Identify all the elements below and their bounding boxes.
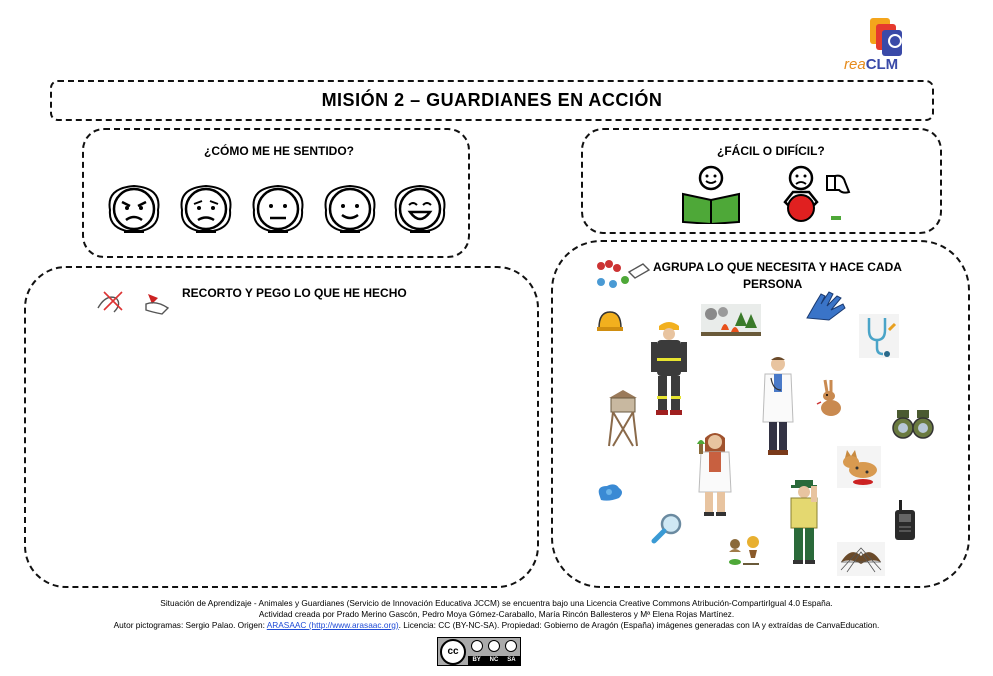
cc-badge-nc: NC <box>489 657 499 663</box>
cc-license-badge[interactable] <box>437 637 521 666</box>
cut-paste-heading: RECORTO Y PEGO LO QUE HE HECHO <box>182 286 407 300</box>
page-title: MISIÓN 2 – GUARDIANES EN ACCIÓN <box>321 90 663 110</box>
arasaac-link[interactable]: ARASAAC (http://www.arasaac.org) <box>266 620 399 630</box>
laughing-face-icon[interactable] <box>388 180 452 238</box>
feelings-panel <box>82 128 470 258</box>
cc-badge-cc: cc <box>447 646 459 657</box>
difficulty-heading: ¿FÁCIL O DIFÍCIL? <box>717 144 825 158</box>
injured-lynx-icon[interactable] <box>837 446 881 488</box>
rabbit-icon[interactable] <box>815 378 845 418</box>
cc-badge-sa: SA <box>507 657 516 663</box>
feelings-heading: ¿CÓMO ME HE SENTIDO? <box>204 144 354 158</box>
logo-text-suffix: CLM <box>865 56 899 73</box>
neutral-face-icon[interactable] <box>246 180 310 238</box>
trapped-eagle-icon[interactable] <box>837 542 885 576</box>
firefighter-icon[interactable] <box>649 318 689 416</box>
easy-reading-icon[interactable] <box>675 164 747 224</box>
smile-face-icon[interactable] <box>318 180 382 238</box>
forest-ranger-icon[interactable] <box>785 478 823 566</box>
angry-face-icon[interactable] <box>102 180 166 238</box>
footer-license-line: Situación de Aprendizaje - Animales y Guardianes (Servicio de Innovación Educativa JCCM) se encuentra bajo una Licencia Creative Commons Atribución-CompartirIgual 4.0 España. <box>160 598 833 608</box>
magnifying-glass-icon[interactable] <box>651 512 685 544</box>
stethoscope-icon[interactable] <box>859 314 899 358</box>
share-alike-icon <box>505 640 517 652</box>
sad-face-icon[interactable] <box>174 180 238 238</box>
helmet-icon[interactable] <box>595 308 625 334</box>
grouping-panel <box>551 240 970 588</box>
footer-pictograms-line <box>0 620 993 630</box>
scissors-glue-icon <box>92 286 180 316</box>
binoculars-icon[interactable] <box>891 402 935 442</box>
water-spill-icon[interactable] <box>595 480 625 504</box>
grouping-heading-line2: PERSONA <box>743 277 803 291</box>
grouping-icon <box>593 258 653 292</box>
grouping-heading-line1: AGRUPA LO QUE NECESITA Y HACE CADA <box>653 260 902 274</box>
cut-paste-panel <box>24 266 539 588</box>
walkie-talkie-icon[interactable] <box>893 498 917 542</box>
biologist-icon[interactable] <box>695 430 735 518</box>
cc-badge-by: BY <box>472 657 481 663</box>
forest-fire-icon[interactable] <box>701 304 761 336</box>
glove-icon[interactable] <box>801 288 847 324</box>
no-dollar-icon <box>488 640 500 652</box>
footer-pictograms-rest: . Licencia: CC (BY-NC-SA). Propiedad: Gobierno de Aragón (España) imágenes generadas con IA y extraídas de CanvaEducation. <box>398 620 880 630</box>
doctor-icon[interactable] <box>759 354 797 458</box>
animals-tracking-icon[interactable] <box>723 534 763 568</box>
logo-text-prefix: rea <box>844 56 866 73</box>
person-icon <box>471 640 483 652</box>
footer-pictograms-text: Autor pictogramas: Sergio Palao. Origen: <box>113 620 267 630</box>
footer-authors-line: Actividad creada por Prado Merino Gascón, Pedro Moya Gómez-Caraballo, María Rincón Ballesteros y Mª Elena Rojas Martínez. <box>258 609 735 619</box>
reaclm-logo <box>842 16 932 74</box>
difficult-thumbs-down-icon[interactable] <box>779 164 859 226</box>
title-box <box>50 80 934 121</box>
difficulty-panel <box>581 128 942 234</box>
watchtower-icon[interactable] <box>605 388 641 448</box>
